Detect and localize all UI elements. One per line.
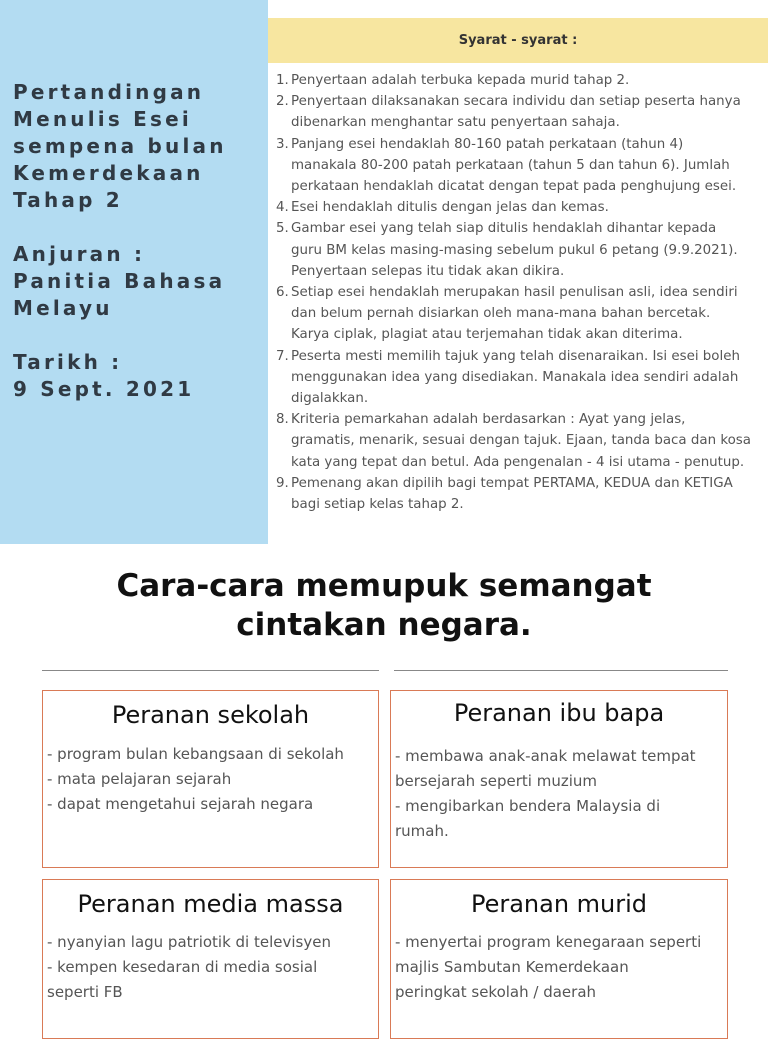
- event-info: [13, 79, 263, 430]
- sidebar-panel: [0, 0, 268, 544]
- rule-item: [276, 197, 762, 218]
- headline-line: Cara-cara memupuk semangat: [116, 568, 652, 604]
- card-line: - kempen kesedaran di media sosial: [47, 958, 318, 976]
- rule-line: Penyertaan dilaksanakan secara individu dan setiap peserta hanya: [291, 94, 741, 110]
- card-line: - mata pelajaran sejarah: [47, 770, 232, 788]
- rule-number: 5.: [276, 221, 289, 237]
- event-title-line: Pertandingan: [13, 80, 205, 104]
- card-line: - program bulan kebangsaan di sekolah: [47, 745, 344, 763]
- rule-line: Karya ciplak, plagiat atau terjemahan tidak akan diterima.: [291, 327, 683, 343]
- card-title: Peranan sekolah: [111, 701, 310, 729]
- divider-right: [394, 670, 728, 671]
- rule-number: 9.: [276, 475, 289, 491]
- date-line: 9 Sept. 2021: [13, 377, 195, 401]
- event-title-line: Kemerdekaan: [13, 161, 204, 185]
- card-line: - nyanyian lagu patriotik di televisyen: [47, 933, 331, 951]
- rules-heading: Syarat - syarat :: [268, 18, 768, 63]
- organizer-line: Melayu: [13, 296, 113, 320]
- rule-number: 2.: [276, 94, 289, 110]
- rule-line: menggunakan idea yang disediakan. Manakala idea sendiri adalah: [291, 369, 739, 385]
- divider-left: [42, 670, 379, 671]
- card-line: bersejarah seperti muzium: [395, 772, 598, 790]
- card-title: Peranan murid: [470, 890, 648, 918]
- rule-line: Esei hendaklah ditulis dengan jelas dan kemas.: [291, 200, 609, 216]
- event-title: [13, 79, 263, 214]
- rule-item: [276, 134, 762, 198]
- rule-line: digalakkan.: [291, 391, 369, 407]
- rule-number: 6.: [276, 285, 289, 301]
- rules-list: [276, 70, 762, 515]
- rule-line: Penyertaan selepas itu tidak akan dikira.: [291, 263, 565, 279]
- card-body: [391, 744, 727, 844]
- event-organizer: [13, 241, 263, 322]
- rule-line: Panjang esei hendaklah 80-160 patah perkataan (tahun 4): [291, 136, 684, 152]
- card-line: rumah.: [395, 822, 449, 840]
- card-body: [43, 742, 378, 817]
- rule-line: gramatis, menarik, sesuai dengan tajuk. Ejaan, tanda baca dan kosa: [291, 433, 751, 449]
- event-title-line: Tahap 2: [13, 188, 123, 212]
- rule-item: [276, 282, 762, 346]
- card-student-role: [390, 879, 728, 1039]
- rule-number: 8.: [276, 412, 289, 428]
- rule-number: 1.: [276, 73, 289, 88]
- rule-item: [276, 346, 762, 410]
- card-body: [43, 930, 378, 1005]
- rule-line: Peserta mesti memilih tajuk yang telah disenaraikan. Isi esei boleh: [291, 348, 740, 364]
- card-line: - membawa anak-anak melawat tempat: [395, 747, 696, 765]
- rule-line: dibenarkan menghantar satu penyertaan sahaja.: [291, 115, 620, 131]
- rule-item: [276, 409, 762, 473]
- headline-line: cintakan negara.: [236, 607, 532, 643]
- organizer-line: Anjuran :: [13, 242, 146, 266]
- card-line: majlis Sambutan Kemerdekaan: [395, 958, 629, 976]
- card-parents-role: [390, 690, 728, 868]
- section-headline: [0, 567, 768, 645]
- event-title-line: sempena bulan: [13, 134, 227, 158]
- card-body: [391, 930, 727, 1005]
- card-line: - menyertai program kenegaraan seperti: [395, 933, 702, 951]
- rule-line: perkataan hendaklah dicatat dengan tepat pada penghujung esei.: [291, 179, 737, 195]
- rule-line: kata yang tepat dan betul. Ada pengenalan - 4 isi utama - penutup.: [291, 454, 745, 470]
- rule-line: Gambar esei yang telah siap ditulis hendaklah dihantar kepada: [291, 221, 717, 237]
- rule-number: 7.: [276, 348, 289, 364]
- rule-number: 3.: [276, 136, 289, 152]
- card-line: peringkat sekolah / daerah: [395, 983, 597, 1001]
- rule-item: [276, 91, 762, 133]
- rule-item: [276, 473, 762, 515]
- event-date: [13, 349, 263, 403]
- card-line: seperti FB: [47, 983, 123, 1001]
- organizer-line: Panitia Bahasa: [13, 269, 226, 293]
- card-title: Peranan ibu bapa: [453, 699, 665, 727]
- rule-line: Kriteria pemarkahan adalah berdasarkan : Ayat yang jelas,: [291, 412, 686, 428]
- card-title: Peranan media massa: [77, 890, 344, 918]
- card-media-role: [42, 879, 379, 1039]
- date-line: Tarikh :: [13, 350, 123, 374]
- event-title-line: Menulis Esei: [13, 107, 192, 131]
- card-line: - dapat mengetahui sejarah negara: [47, 795, 314, 813]
- rule-line: guru BM kelas masing-masing sebelum pukul 6 petang (9.9.2021).: [291, 242, 738, 258]
- rule-item: [276, 218, 762, 282]
- rule-item: [276, 70, 762, 91]
- rule-number: 4.: [276, 200, 289, 216]
- card-school-role: [42, 690, 379, 868]
- card-line: - mengibarkan bendera Malaysia di: [395, 797, 661, 815]
- rule-line: manakala 80-200 patah perkataan (tahun 5 dan tahun 6). Jumlah: [291, 157, 730, 173]
- rule-line: dan belum pernah disiarkan oleh mana-mana bahan bercetak.: [291, 306, 711, 322]
- rule-line: Setiap esei hendaklah merupakan hasil penulisan asli, idea sendiri: [291, 285, 738, 301]
- rule-line: bagi setiap kelas tahap 2.: [291, 497, 464, 513]
- rule-line: Penyertaan adalah terbuka kepada murid tahap 2.: [291, 73, 630, 88]
- rule-line: Pemenang akan dipilih bagi tempat PERTAMA, KEDUA dan KETIGA: [291, 475, 733, 491]
